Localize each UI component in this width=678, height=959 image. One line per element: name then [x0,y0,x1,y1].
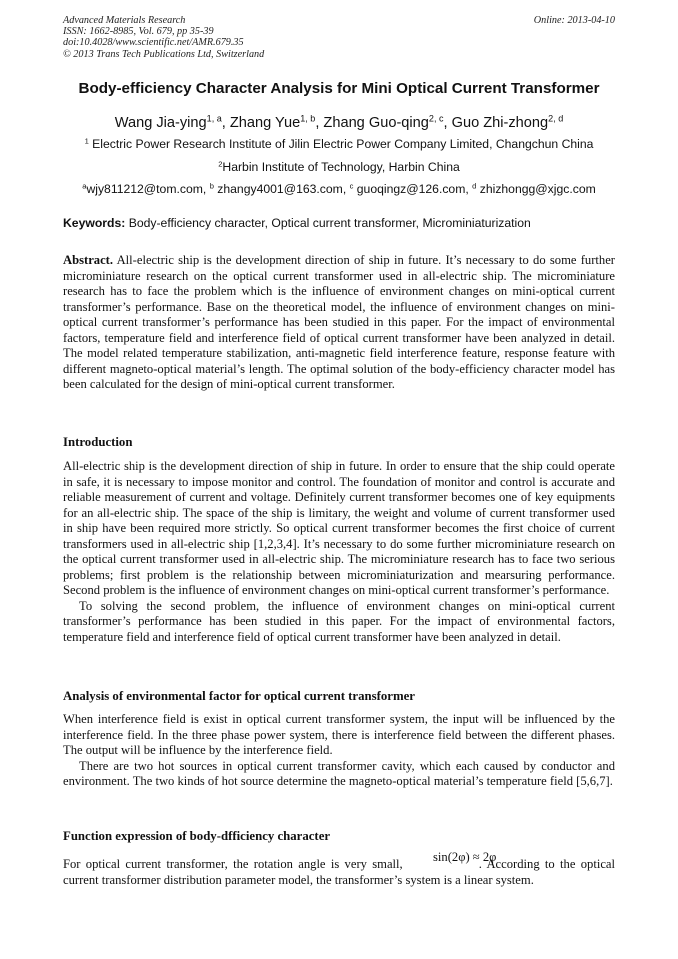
abstract [63,253,615,393]
email-link[interactable]: zhangy4001@163.com [217,182,343,196]
affiliation-sup: 1 [84,136,89,146]
paragraph: To solving the second problem, the influence of environment changes on mini-optical current transformer’s performance has been studied in this paper. For the impact of environmental factors, temperature field and interference field of optical current transformer have been analyzed in detail. [63,598,615,645]
email-link[interactable]: guoqingz@126.com [356,182,466,196]
email-sup: c [349,181,354,191]
author-name: Zhang Yue [229,115,301,131]
affiliation-text: Harbin Institute of Technology, Harbin China [222,160,460,174]
author-name: Wang Jia-ying [114,115,207,131]
paragraph-lead: For optical current transformer, the rotation angle is very small, [63,857,403,871]
keywords-line [63,216,615,231]
section-heading-introduction: Introduction [63,435,133,449]
author-sup: 1, a [206,113,222,124]
author-sup: 1, b [300,113,316,124]
abstract-text: All-electric ship is the development direction of ship in future. It’s necessary to do some further microminiature research on the optical current transformer used in all-electric ship. The microminiature research has to face the problem which is the influence of environment changes on mini-optical current transformer’s performance. Base on the theoretical model, the influence of environment changes on mini-optical current transformer’s performance has been studied in this paper. For the impact of environmental factors, temperature field and interference field of optical current transformer have been analyzed in detail. The model related temperature stabilization, anti-magnetic field interference feature, response feature with different magneto-optical material’s length. The optimal solution of the body-efficiency character model has been calculated for the design of mini-optical current transformer. [63,253,615,392]
email-sup: d [472,181,477,191]
email-link[interactable]: wjy811212@tom.com [86,182,203,196]
paragraph: All-electric ship is the development direction of ship in future. In order to ensure that the ship could operate in safe, it is necessary to impose monitor and control. The foundation of monitor and control is accurate and reliable measurement of current and voltage. Definitely current transformer becomes one of key equipments for an all-electric ship. The space of the ship is limitary, the weight and volume of current transformer used in ship have been required more strictly. So optical current transformer becomes the first choice of current transformers used in all-electric ship [1,2,3,4]. It’s necessary to do some further microminiature research on the optical current transformer used in all-electric ship. The microminiature research has to face two serious problems; first problem is the relationship between microminiaturization and mearsuring performance. Second problem is the influence of environment changes on mini-optical current transformer’s performance. [63,459,615,598]
section-heading-function-expression: Function expression of body-dfficiency character [63,829,331,843]
email-sup: a [82,181,87,191]
author-sup: 2, d [548,113,564,124]
author-list: Wang Jia-ying$^{1, a}$, Zhang Yue$^{1, b}$, Zhang Guo-qing$^{2, c}$, Guo Zhi-zhong$^{2, d}$ [114,113,564,131]
author-name: Guo Zhi-zhong [451,115,549,131]
section-heading-environmental-factor: Analysis of environmental factor for optical current transformer [63,689,415,703]
journal-name: Advanced Materials Research [63,15,186,26]
keywords-label: Keywords: [63,216,126,230]
paragraph: There are two hot sources in optical current transformer cavity, which each caused by conductor and environment. The two kinds of hot source determine the magneto-optical material’s temperature field [5,6,7]. [63,758,615,789]
affiliation-text: Electric Power Research Institute of Jilin Electric Power Company Limited, Changchun China [92,137,594,151]
email-sup: b [209,181,214,191]
introduction-body [63,459,615,646]
email-list: $^a$wjy811212@tom.com, $^b$ zhangy4001@163.com, $^c$ guoqingz@126.com, $^d$ zhizhongg@xjgc.com [82,181,596,196]
email-link[interactable]: zhizhongg@xjgc.com [479,182,596,196]
running-header [63,15,615,60]
paragraph-rest: . According to the optical current transformer distribution parameter model, the transformer’s system is a linear system. [63,857,616,887]
doi-line: doi:10.4028/www.scientific.net/AMR.679.35 [63,37,244,49]
online-date: Online: 2013-04-10 [533,15,615,26]
affiliation-2 [30,160,648,175]
abstract-label: Abstract. [63,253,114,267]
keywords-text: Body-efficiency character, Optical current transformer, Microminiaturization [128,216,531,230]
issn-line: ISSN: 1662-8985, Vol. 679, pp 35-39 [63,26,214,38]
environmental-factor-body [63,712,615,790]
author-sup: 2, c [428,113,444,124]
paragraph: When interference field is exist in optical current transformer system, the input will be influenced by the interference field. In the three phase power system, there is interference field between the different phases. The output will be influence by the interference field. [63,712,615,758]
function-expression-body [63,857,615,888]
author-name: Zhang Guo-qing [323,115,429,131]
affiliation-1 [30,137,648,152]
equation-sin-approx: sin(2φ) ≈ 2φ [433,850,497,864]
paper-title: Body-efficiency Character Analysis for Mini Optical Current Transformer [78,80,600,97]
copyright-line: © 2013 Trans Tech Publications Ltd, Switzerland [63,48,265,60]
affiliation-sup: 2 [218,159,223,169]
